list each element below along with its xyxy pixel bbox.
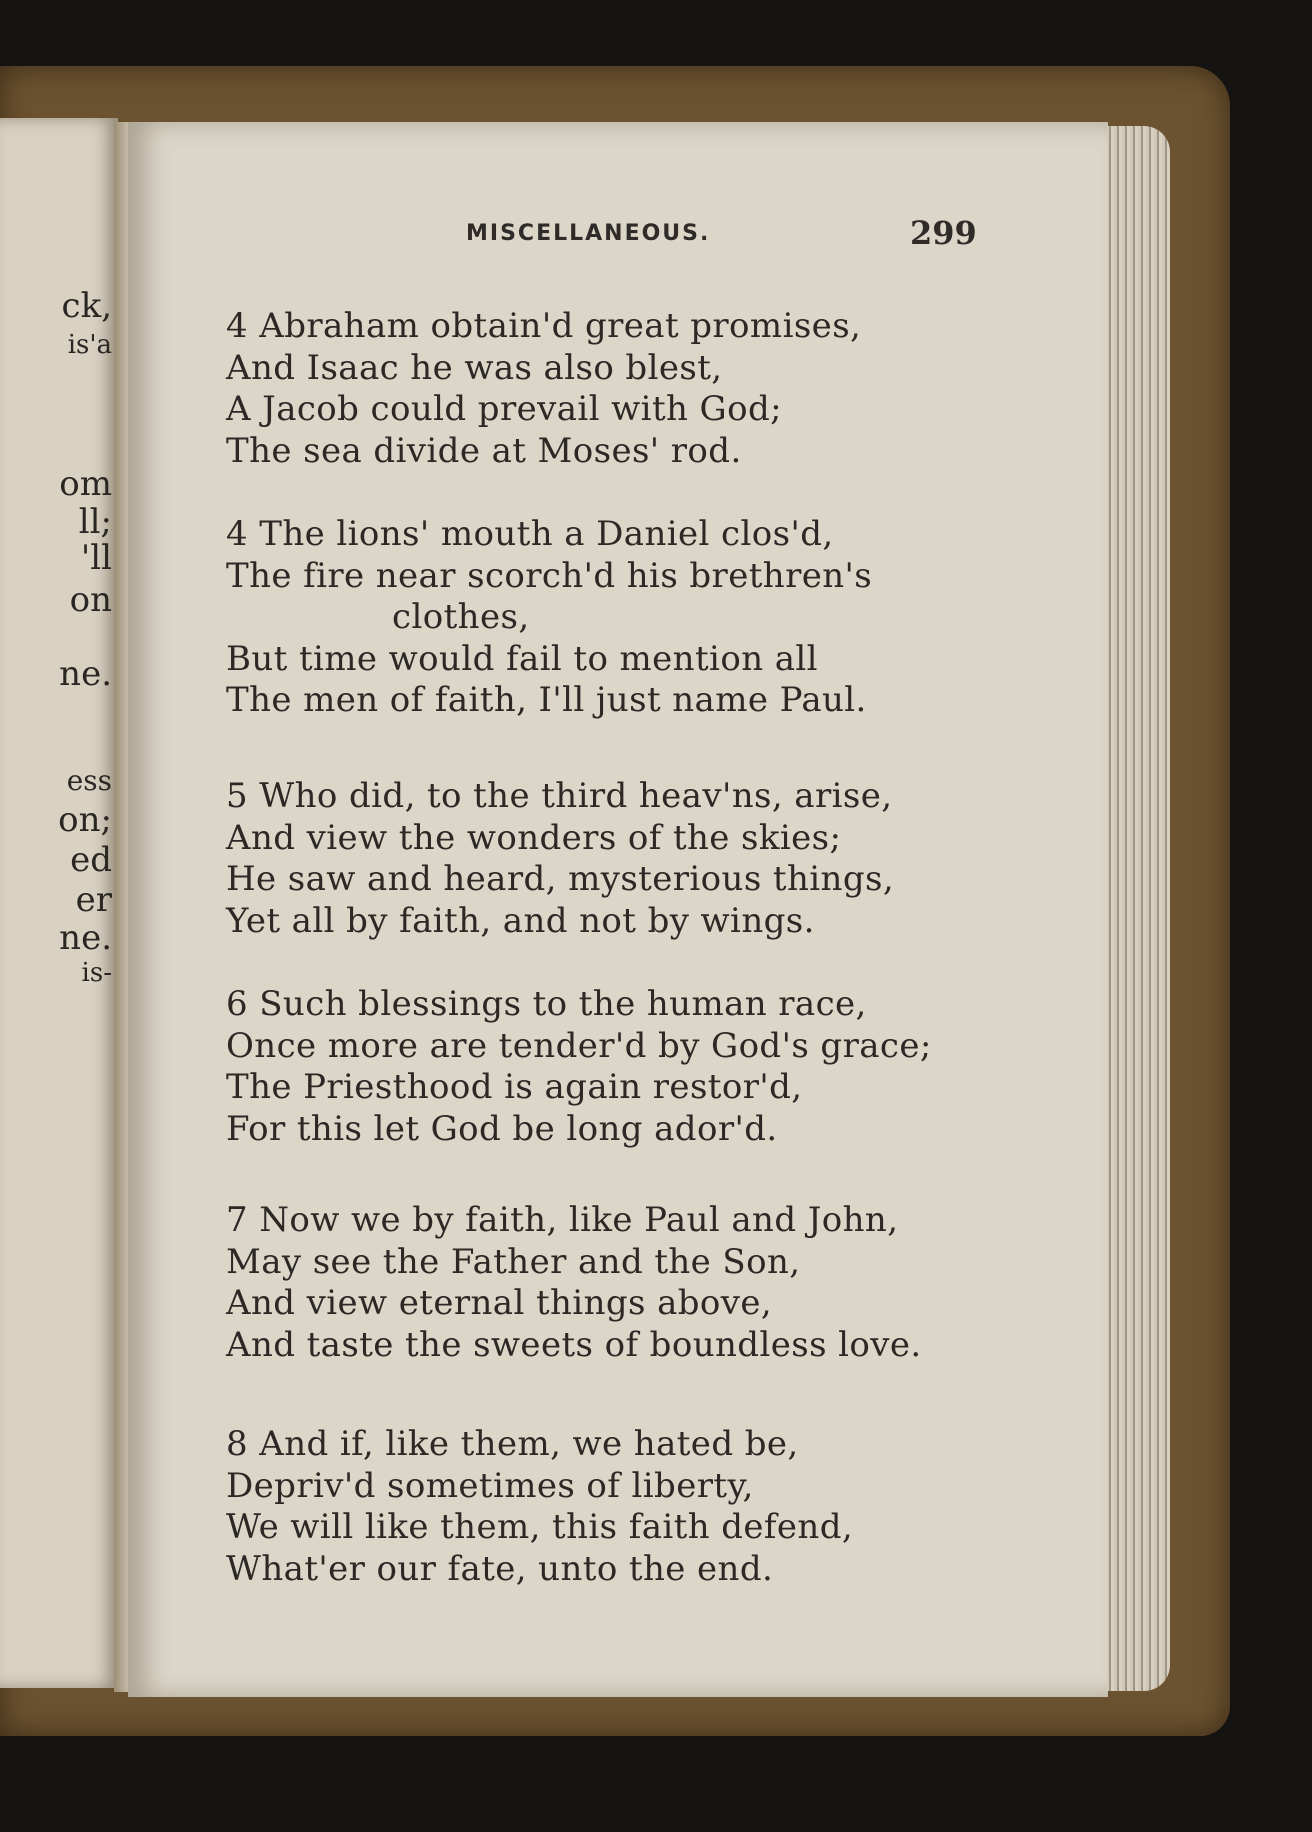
verse-line: 5 Who did, to the third heav'ns, arise, [226, 776, 893, 816]
verse-line: Once more are tender'd by God's grace; [226, 1025, 932, 1066]
verse-line: For this let God be long ador'd. [226, 1108, 778, 1149]
stanza-2 [226, 514, 872, 722]
verse-line: clothes, [392, 597, 530, 637]
page-number: 299 [910, 214, 977, 252]
left-page-fragment: ne. [59, 654, 112, 694]
verse-line: And taste the sweets of boundless love. [226, 1324, 922, 1365]
stanza-3 [226, 776, 894, 942]
verse-line: 8 And if, like them, we hated be, [226, 1424, 799, 1464]
verse-line: 4 Abraham obtain'd great promises, [226, 306, 862, 346]
verse-line: We will like them, this faith defend, [226, 1507, 854, 1547]
left-page-fragment: on; [58, 800, 112, 840]
left-page-fragment: ess [66, 764, 112, 797]
verse-line: But time would fail to mention all [226, 638, 818, 679]
verse-line: 4 The lions' mouth a Daniel clos'd, [226, 514, 834, 554]
stanza-1 [226, 306, 861, 472]
verse-line: The sea divide at Moses' rod. [226, 430, 742, 471]
verse-line: 6 Such blessings to the human race, [226, 984, 867, 1024]
left-page-fragment: ck, [61, 286, 112, 326]
verse-line: He saw and heard, mysterious things, [226, 859, 895, 899]
stanza-4 [226, 984, 932, 1150]
left-page-fragment: ne. [59, 918, 112, 958]
verse-line: A Jacob could prevail with God; [226, 389, 782, 429]
left-page-fragment: 'll [80, 538, 112, 578]
verse-line: The men of faith, I'll just name Paul. [226, 680, 867, 720]
stanza-5 [226, 1200, 922, 1366]
verse-line: Depriv'd sometimes of liberty, [226, 1465, 754, 1506]
verse-line: The Priesthood is again restor'd, [226, 1067, 803, 1107]
verse-line: And view the wonders of the skies; [226, 817, 842, 858]
left-page-fragment: er [75, 880, 112, 920]
verse-line: What'er our fate, unto the end. [226, 1548, 774, 1589]
page-edges [1098, 126, 1170, 1691]
verse-line: And view eternal things above, [226, 1283, 773, 1323]
stanza-6 [226, 1424, 853, 1590]
verse-line: Yet all by faith, and not by wings. [226, 900, 815, 941]
left-page-fragment: is'a [67, 330, 112, 360]
left-page-fragment: ed [70, 840, 112, 880]
verse-line: And Isaac he was also blest, [226, 347, 723, 388]
left-page-fragment: om [59, 464, 112, 504]
verse-line: 7 Now we by faith, like Paul and John, [226, 1200, 899, 1240]
verse-line: May see the Father and the Son, [226, 1241, 801, 1282]
left-page-fragment: ll; [78, 502, 112, 542]
running-header: MISCELLANEOUS. [466, 221, 711, 246]
verse-line: The fire near scorch'd his brethren's [226, 555, 873, 596]
left-page [0, 118, 118, 1688]
left-page-fragment: on [69, 580, 112, 620]
left-page-fragment: is- [81, 958, 112, 988]
